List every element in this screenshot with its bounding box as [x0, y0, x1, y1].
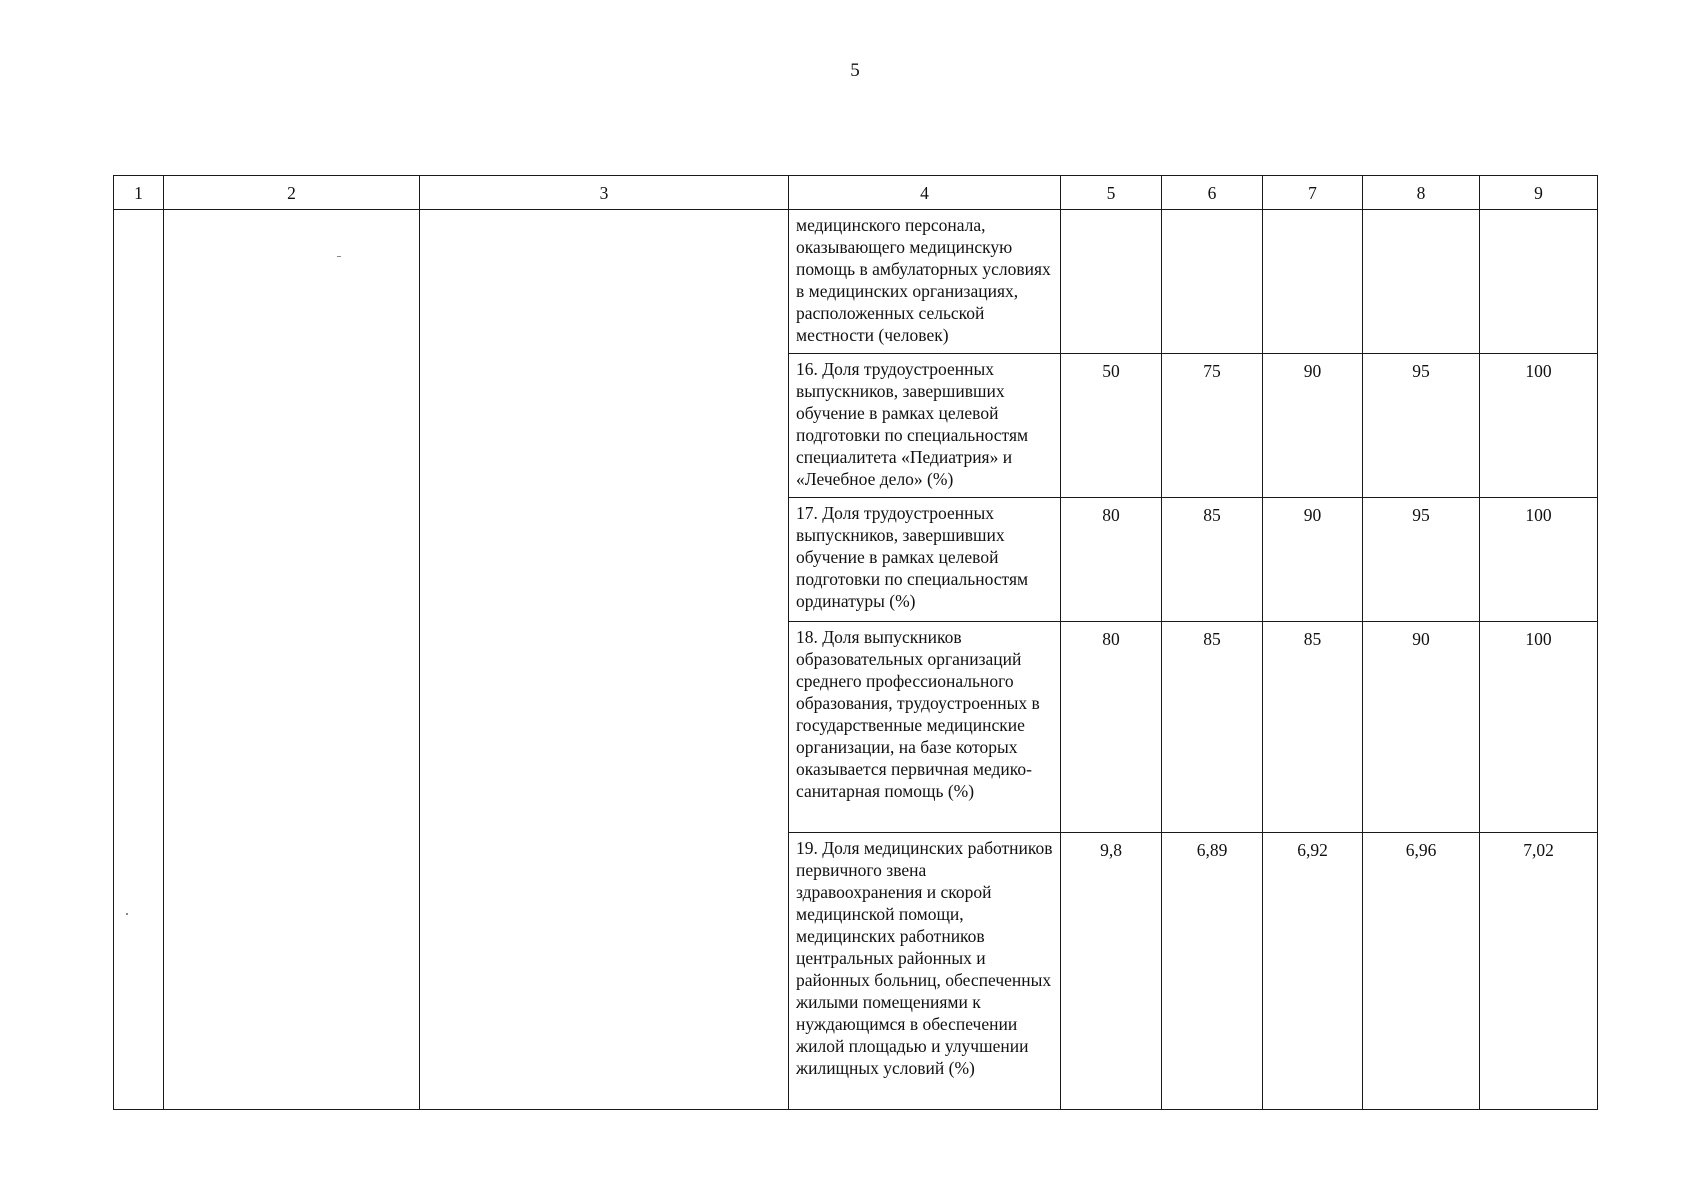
column-1-cell	[114, 210, 164, 1110]
value-col-9: 100	[1480, 622, 1598, 833]
column-header-2: 2	[164, 176, 420, 210]
column-header-4: 4	[789, 176, 1061, 210]
value-col-9	[1480, 210, 1598, 354]
column-header-3: 3	[420, 176, 789, 210]
value-col-9: 7,02	[1480, 833, 1598, 1110]
value-col-5: 80	[1061, 498, 1162, 622]
indicators-table	[113, 175, 1598, 1110]
value-col-6	[1162, 210, 1263, 354]
value-col-5: 50	[1061, 354, 1162, 498]
value-col-5: 80	[1061, 622, 1162, 833]
column-header-1: 1	[114, 176, 164, 210]
value-col-6: 85	[1162, 622, 1263, 833]
column-header-7: 7	[1263, 176, 1363, 210]
value-col-5: 9,8	[1061, 833, 1162, 1110]
value-col-8: 90	[1363, 622, 1480, 833]
value-col-6: 6,89	[1162, 833, 1263, 1110]
value-col-9: 100	[1480, 498, 1598, 622]
column-header-5: 5	[1061, 176, 1162, 210]
column-header-6: 6	[1162, 176, 1263, 210]
table-row	[114, 210, 1598, 354]
value-col-5	[1061, 210, 1162, 354]
table-header-row	[114, 176, 1598, 210]
value-col-8: 6,96	[1363, 833, 1480, 1110]
column-3-cell	[420, 210, 789, 1110]
value-col-7: 6,92	[1263, 833, 1363, 1110]
value-col-7: 85	[1263, 622, 1363, 833]
value-col-8	[1363, 210, 1480, 354]
indicator-description: 18. Доля выпускников образовательных организаций среднего профессионального образования, трудоустроенных в государственные медицинские организации, на базе которых оказывается первичная медико-санитарная помощь (%)	[789, 622, 1061, 833]
column-2-cell	[164, 210, 420, 1110]
value-col-7	[1263, 210, 1363, 354]
value-col-7: 90	[1263, 498, 1363, 622]
indicator-description: 17. Доля трудоустроенных выпускников, завершивших обучение в рамках целевой подготовки по специальностям ординатуры (%)	[789, 498, 1061, 622]
column-header-9: 9	[1480, 176, 1598, 210]
value-col-9: 100	[1480, 354, 1598, 498]
value-col-8: 95	[1363, 354, 1480, 498]
value-col-8: 95	[1363, 498, 1480, 622]
indicator-description: медицинского персонала, оказывающего медицинскую помощь в амбулаторных условиях в медицинских организациях, расположенных сельской местности (человек)	[789, 210, 1061, 354]
value-col-7: 90	[1263, 354, 1363, 498]
indicator-description: 19. Доля медицинских работников первичного звена здравоохранения и скорой медицинской помощи, медицинских работников центральных районных и районных больниц, обеспеченных жилыми помещениями к нуждающимся в обеспечении жилой площадью и улучшении жилищных условий (%)	[789, 833, 1061, 1110]
scan-speck	[126, 913, 128, 915]
page-number: 5	[850, 60, 860, 81]
column-header-8: 8	[1363, 176, 1480, 210]
indicator-description: 16. Доля трудоустроенных выпускников, завершивших обучение в рамках целевой подготовки по специальностям специалитета «Педиатрия» и «Лечебное дело» (%)	[789, 354, 1061, 498]
value-col-6: 85	[1162, 498, 1263, 622]
value-col-6: 75	[1162, 354, 1263, 498]
scan-speck	[337, 256, 341, 257]
